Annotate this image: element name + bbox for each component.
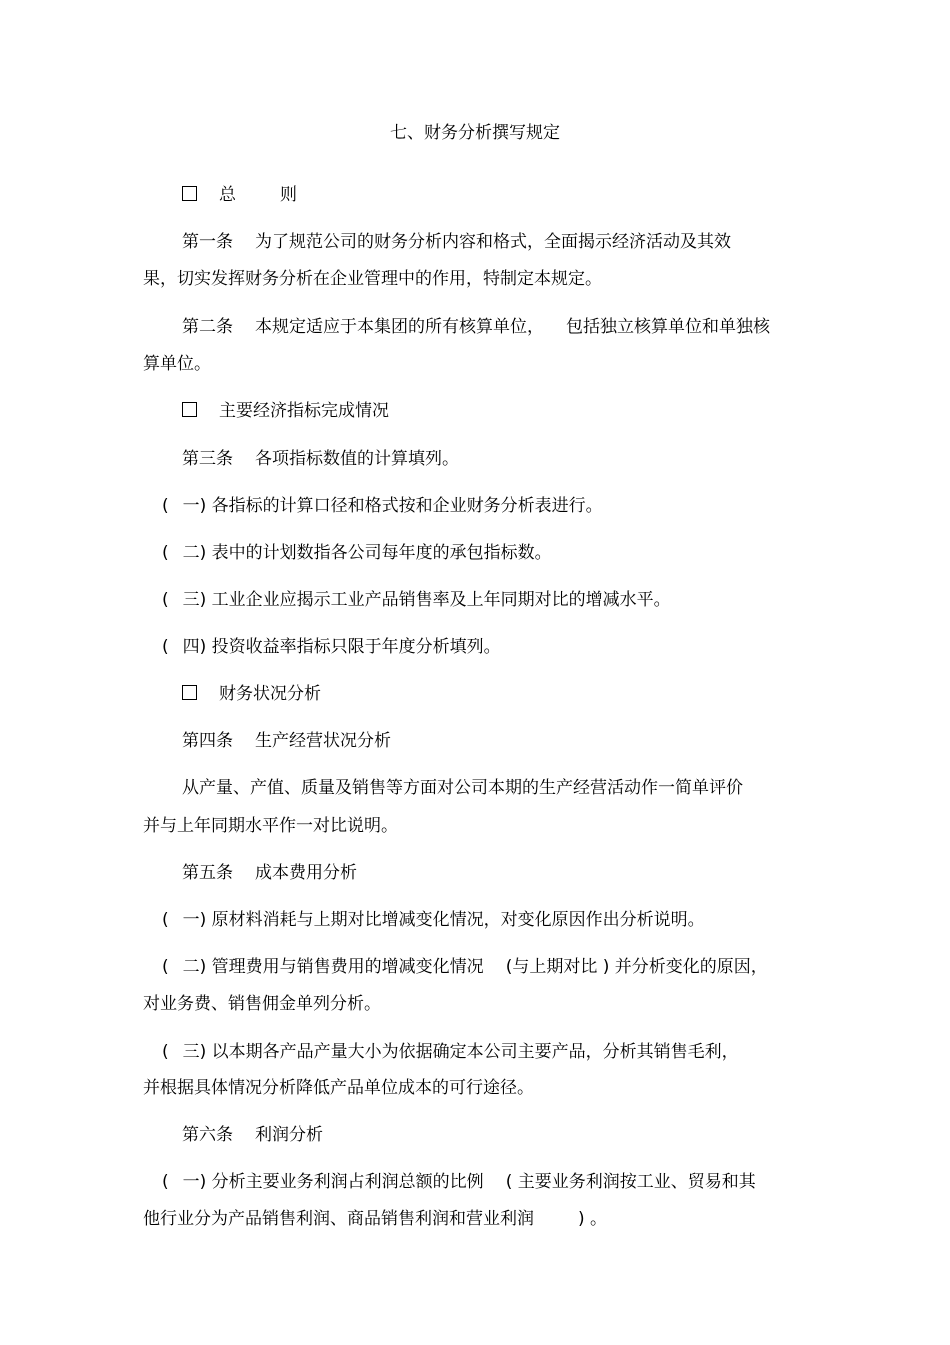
list-item [162,495,603,517]
document-title: 七、财务分析撰写规定 [390,123,560,143]
article-label: 第二条 [182,317,233,337]
article-text: 为了规范公司的财务分析内容和格式，全面揭示经济活动及其效 [255,232,731,252]
list-item [162,1171,756,1193]
list-item-text: 一) 原材料消耗与上期对比增减变化情况，对变化原因作出分析说明。 [182,910,705,930]
section-heading-general [182,184,297,206]
paren-open: ( [162,910,169,930]
article-text: 各项指标数值的计算填列。 [255,449,459,469]
continuation-end: ) 。 [578,1209,608,1229]
list-item-text: 三) 以本期各产品产量大小为依据确定本公司主要产品，分析其销售毛利， [182,1042,739,1062]
list-item [162,956,768,978]
heading-text: 财务状况分析 [219,684,321,704]
list-item-continuation: 并根据具体情况分析降低产品单位成本的可行途径。 [143,1078,534,1098]
section-heading-financial-status [182,683,321,705]
article-label: 第五条 [182,863,233,883]
article-text-cont: 包括独立核算单位和单独核 [566,317,770,337]
article-title: 利润分析 [255,1125,323,1145]
paren-open: ( [162,1042,169,1062]
list-item-text: 二) 表中的计划数指各公司每年度的承包指标数。 [182,543,552,563]
paren-open: ( [162,637,169,657]
paren-open: ( [162,543,169,563]
article-4-heading [182,730,391,752]
article-4-line-2: 并与上年同期水平作一对比说明。 [143,816,398,836]
list-item-text: 四) 投资收益率指标只限于年度分析填列。 [182,637,501,657]
checkbox-square-icon [182,402,197,417]
article-1-line-2: 果，切实发挥财务分析在企业管理中的作用，特制定本规定。 [143,269,602,289]
checkbox-square-icon [182,685,197,700]
list-item-text: 二) 管理费用与销售费用的增减变化情况 [182,957,484,977]
article-title: 生产经营状况分析 [255,731,391,751]
list-item-text-cont: (与上期对比 ) 并分析变化的原因， [505,957,768,977]
list-item [162,1041,739,1063]
list-item [162,909,705,931]
article-1-line-1 [182,231,731,253]
checkbox-square-icon [182,186,197,201]
continuation-text: 他行业分为产品销售利润、商品销售利润和营业利润 [143,1209,534,1229]
list-item-continuation [143,1208,607,1230]
article-2-line-1 [182,316,770,338]
paren-open: ( [162,590,169,610]
list-item [162,636,501,658]
list-item-continuation: 对业务费、销售佣金单列分析。 [143,994,381,1014]
article-label: 第三条 [182,449,233,469]
paren-open: ( [162,957,169,977]
list-item [162,542,552,564]
section-heading-indicators [182,400,389,422]
article-text: 本规定适应于本集团的所有核算单位， [255,317,544,337]
paren-open: ( [162,1172,169,1192]
heading-part-b: 则 [280,185,297,205]
heading-text: 主要经济指标完成情况 [219,401,389,421]
article-2-line-2: 算单位。 [143,354,211,374]
article-label: 第四条 [182,731,233,751]
article-title: 成本费用分析 [255,863,357,883]
article-label: 第六条 [182,1125,233,1145]
list-item-text: 一) 各指标的计算口径和格式按和企业财务分析表进行。 [182,496,603,516]
article-4-line-1: 从产量、产值、质量及销售等方面对公司本期的生产经营活动作一简单评价 [182,778,743,798]
article-6-heading [182,1124,323,1146]
list-item-text: 三) 工业企业应揭示工业产品销售率及上年同期对比的增减水平。 [182,590,671,610]
list-item-text-cont: ( 主要业务利润按工业、贸易和其 [505,1172,756,1192]
list-item-text: 一) 分析主要业务利润占利润总额的比例 [182,1172,484,1192]
article-5-heading [182,862,357,884]
paren-open: ( [162,496,169,516]
article-label: 第一条 [182,232,233,252]
list-item [162,589,671,611]
heading-part-a: 总 [219,185,236,205]
article-3 [182,448,459,470]
